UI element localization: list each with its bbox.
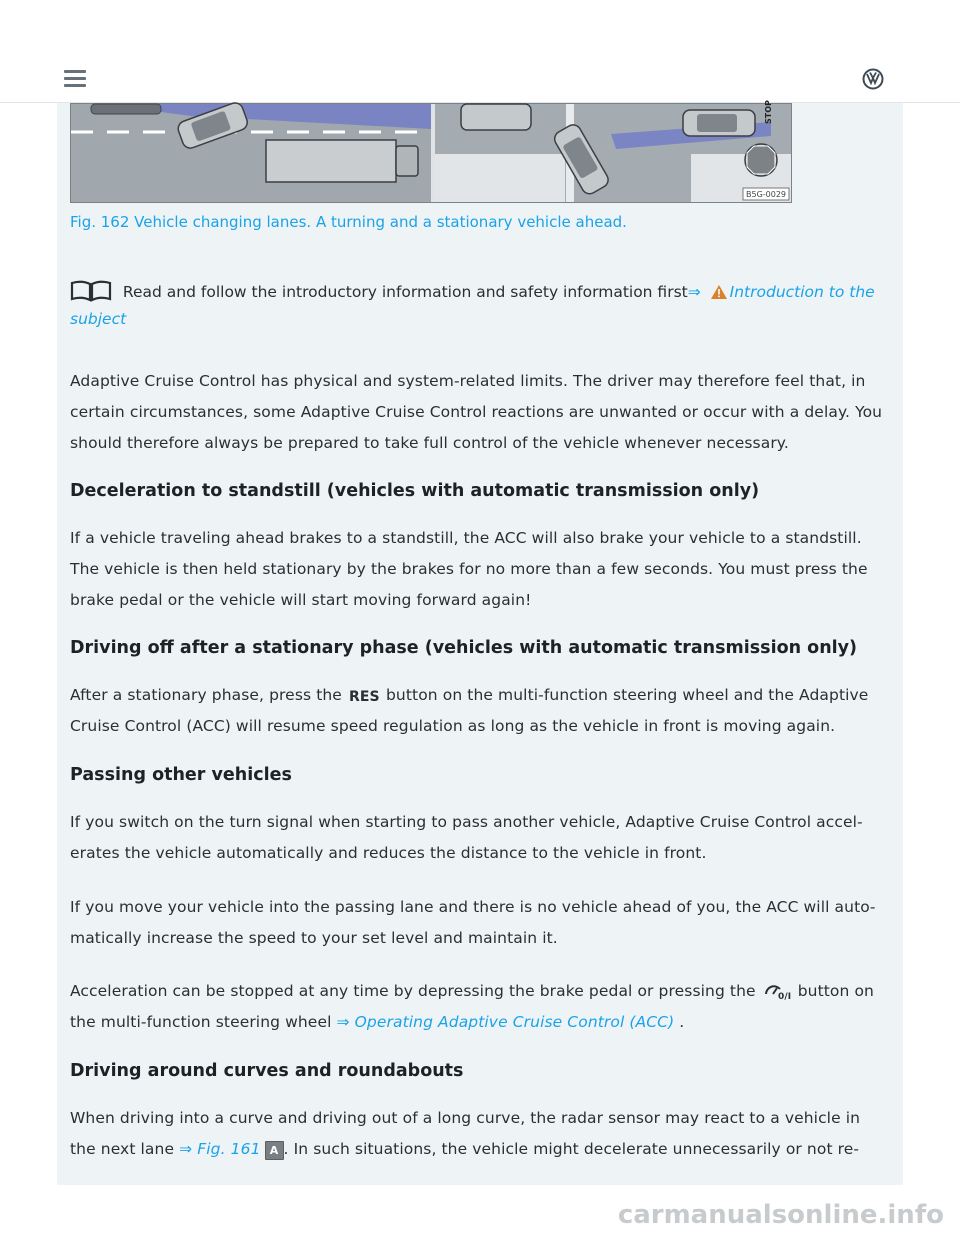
paragraph-acceleration-text: Acceleration can be stopped at any time by depressing the brake pedal or pressing the — [70, 982, 761, 1000]
res-button-icon — [348, 686, 380, 705]
paragraph-acceleration — [70, 976, 890, 1038]
paragraph-passing-2: If you move your vehicle into the passing lane and there is no vehicle ahead of you, the ACC will automatically increase the speed to your set level and maintain it. — [70, 898, 876, 947]
paragraph-curves-text: When driving into a curve and driving out of a long curve, the radar sensor may react to a vehicle in the next lane — [70, 1109, 861, 1158]
paragraph-acceleration-end: . — [674, 1013, 685, 1031]
paragraph-acceleration-text-2: button on the multi-function steering wheel — [70, 982, 874, 1031]
top-bar — [0, 0, 960, 103]
svg-text:0/I: 0/I — [777, 992, 791, 1002]
paragraph-limits: Adaptive Cruise Control has physical and system-related limits. The driver may therefore feel that, in certain circumstances, some Adaptive Cruise Control reactions are unwanted or occur with a delay. You should therefore always be prepared to take full control of the vehicle whenever necessary. — [70, 372, 883, 452]
fig-161-link[interactable]: ⇒ Fig. 161 — [179, 1140, 261, 1158]
hamburger-menu-icon[interactable] — [64, 70, 86, 88]
paragraph-curves — [70, 1103, 890, 1165]
intro-link[interactable]: Introduction to the subject — [70, 283, 875, 328]
figure-code: B5G-0029 — [746, 190, 787, 199]
manual-page — [57, 100, 903, 1185]
watermark: carmanualsonline.info — [617, 1200, 944, 1230]
heading-driving-off: Driving off after a stationary phase (vehicles with automatic transmission only) — [70, 638, 858, 658]
stop-line-label: STOP — [764, 100, 773, 124]
operating-acc-link[interactable]: ⇒ Operating Adaptive Cruise Control (ACC) — [336, 1013, 675, 1031]
paragraph-driving-off-text-2: button on the multi-function steering wheel and the Adaptive Cruise Control (ACC) will resume speed regulation as long as the vehicle in front is moving again. — [70, 686, 869, 735]
warning-triangle-icon — [710, 284, 728, 300]
res-key-label: RES — [348, 689, 380, 705]
paragraph-deceleration: If a vehicle traveling ahead brakes to a standstill, the ACC will also brake your vehicle to a standstill. The vehicle is then held stationary by the brakes for no more than a few seconds. You must press the brake pedal or the vehicle will start moving forward again! — [70, 529, 868, 609]
vw-logo-icon[interactable] — [862, 68, 884, 90]
open-book-icon — [70, 280, 112, 302]
intro-notice — [70, 279, 890, 333]
intro-arrow: ⇒ — [687, 283, 706, 301]
heading-deceleration: Deceleration to standstill (vehicles with automatic transmission only) — [70, 481, 760, 501]
paragraph-curves-text-2: . In such situations, the vehicle might decelerate unnecessarily or not re- — [283, 1140, 860, 1158]
paragraph-driving-off-text: After a stationary phase, press the — [70, 686, 347, 704]
cruise-control-on-off-icon — [763, 982, 789, 1000]
heading-passing: Passing other vehicles — [70, 765, 292, 785]
callout-a-icon: A — [265, 1141, 284, 1160]
paragraph-passing-1: If you switch on the turn signal when starting to pass another vehicle, Adaptive Cruise Control accelerates the vehicle automatically and reduces the distance to the vehicle in front. — [70, 813, 863, 862]
intro-text: Read and follow the introductory information and safety information first — [118, 283, 688, 301]
lane-change-figure — [70, 100, 792, 203]
figure-caption: Fig. 162 Vehicle changing lanes. A turning and a stationary vehicle ahead. — [70, 213, 627, 231]
heading-curves: Driving around curves and roundabouts — [70, 1061, 464, 1081]
paragraph-driving-off — [70, 680, 890, 742]
